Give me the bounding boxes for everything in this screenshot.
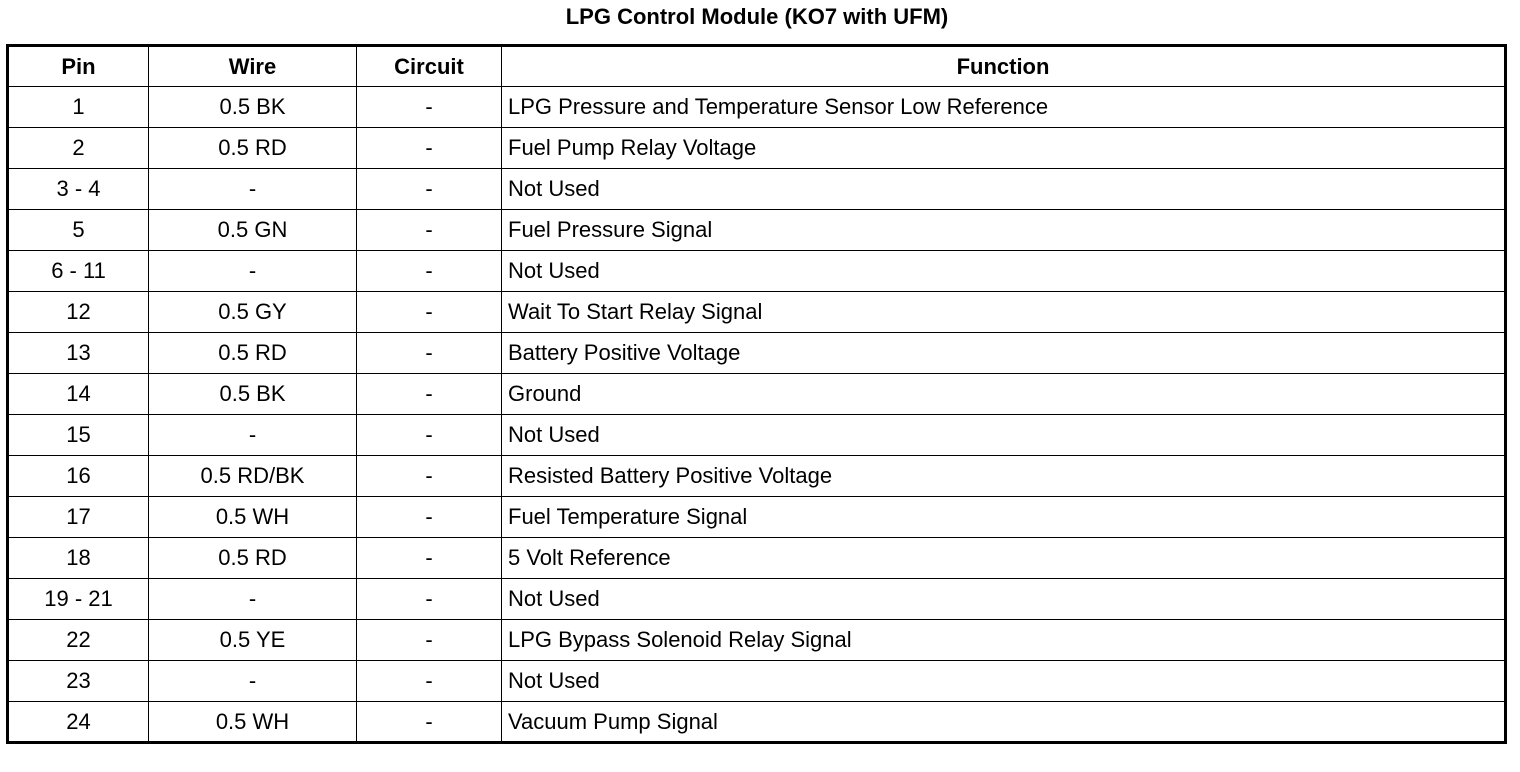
wire-cell: -: [149, 579, 357, 620]
table-row: [8, 292, 1506, 333]
circuit-cell: -: [357, 251, 502, 292]
pin-cell: 19 - 21: [8, 579, 149, 620]
table-row: [8, 374, 1506, 415]
pin-cell: 2: [8, 128, 149, 169]
wire-cell: 0.5 YE: [149, 620, 357, 661]
table-row: [8, 87, 1506, 128]
function-cell: Not Used: [502, 579, 1506, 620]
function-cell: Resisted Battery Positive Voltage: [502, 456, 1506, 497]
function-cell: Not Used: [502, 415, 1506, 456]
page-title: LPG Control Module (KO7 with UFM): [565, 4, 949, 29]
circuit-cell: -: [357, 538, 502, 579]
circuit-cell: -: [357, 415, 502, 456]
column-header-pin: Pin: [8, 46, 149, 87]
function-cell: Fuel Pressure Signal: [502, 210, 1506, 251]
table-row: [8, 497, 1506, 538]
pin-cell: 24: [8, 702, 149, 743]
table-row: [8, 128, 1506, 169]
pin-cell: 15: [8, 415, 149, 456]
function-cell: Not Used: [502, 661, 1506, 702]
table-row: [8, 620, 1506, 661]
table-row: [8, 169, 1506, 210]
pin-cell: 13: [8, 333, 149, 374]
function-cell: Not Used: [502, 251, 1506, 292]
circuit-cell: -: [357, 661, 502, 702]
circuit-cell: -: [357, 702, 502, 743]
table-row: [8, 333, 1506, 374]
circuit-cell: -: [357, 333, 502, 374]
wire-cell: 0.5 RD/BK: [149, 456, 357, 497]
circuit-cell: -: [357, 210, 502, 251]
table-row: [8, 251, 1506, 292]
table-row: [8, 456, 1506, 497]
wire-cell: -: [149, 169, 357, 210]
pin-cell: 5: [8, 210, 149, 251]
pin-cell: 14: [8, 374, 149, 415]
table-row: [8, 415, 1506, 456]
table-body: [8, 87, 1506, 743]
function-cell: 5 Volt Reference: [502, 538, 1506, 579]
circuit-cell: -: [357, 456, 502, 497]
pin-cell: 16: [8, 456, 149, 497]
wire-cell: 0.5 GY: [149, 292, 357, 333]
circuit-cell: -: [357, 292, 502, 333]
function-cell: Fuel Temperature Signal: [502, 497, 1506, 538]
column-header-circuit: Circuit: [357, 46, 502, 87]
pin-cell: 6 - 11: [8, 251, 149, 292]
pin-cell: 3 - 4: [8, 169, 149, 210]
circuit-cell: -: [357, 579, 502, 620]
pin-cell: 17: [8, 497, 149, 538]
wire-cell: 0.5 RD: [149, 538, 357, 579]
wire-cell: 0.5 WH: [149, 497, 357, 538]
wire-cell: 0.5 BK: [149, 87, 357, 128]
table-row: [8, 210, 1506, 251]
pin-cell: 22: [8, 620, 149, 661]
wire-cell: 0.5 RD: [149, 128, 357, 169]
pin-cell: 1: [8, 87, 149, 128]
function-cell: Wait To Start Relay Signal: [502, 292, 1506, 333]
function-cell: Battery Positive Voltage: [502, 333, 1506, 374]
function-cell: Ground: [502, 374, 1506, 415]
table-row: [8, 661, 1506, 702]
wire-cell: 0.5 GN: [149, 210, 357, 251]
function-cell: LPG Bypass Solenoid Relay Signal: [502, 620, 1506, 661]
circuit-cell: -: [357, 87, 502, 128]
function-cell: Not Used: [502, 169, 1506, 210]
table-row: [8, 702, 1506, 743]
connector-pin-table: [6, 44, 1507, 744]
wire-cell: 0.5 RD: [149, 333, 357, 374]
function-cell: Vacuum Pump Signal: [502, 702, 1506, 743]
function-cell: Fuel Pump Relay Voltage: [502, 128, 1506, 169]
wire-cell: -: [149, 415, 357, 456]
column-header-function: Function: [502, 46, 1506, 87]
wire-cell: -: [149, 661, 357, 702]
circuit-cell: -: [357, 169, 502, 210]
function-cell: LPG Pressure and Temperature Sensor Low Reference: [502, 87, 1506, 128]
pin-cell: 23: [8, 661, 149, 702]
pin-cell: 12: [8, 292, 149, 333]
wire-cell: -: [149, 251, 357, 292]
table-header-row: [8, 46, 1506, 87]
pin-cell: 18: [8, 538, 149, 579]
circuit-cell: -: [357, 620, 502, 661]
table-row: [8, 579, 1506, 620]
circuit-cell: -: [357, 374, 502, 415]
table-row: [8, 538, 1506, 579]
wire-cell: 0.5 WH: [149, 702, 357, 743]
column-header-wire: Wire: [149, 46, 357, 87]
wire-cell: 0.5 BK: [149, 374, 357, 415]
circuit-cell: -: [357, 128, 502, 169]
circuit-cell: -: [357, 497, 502, 538]
